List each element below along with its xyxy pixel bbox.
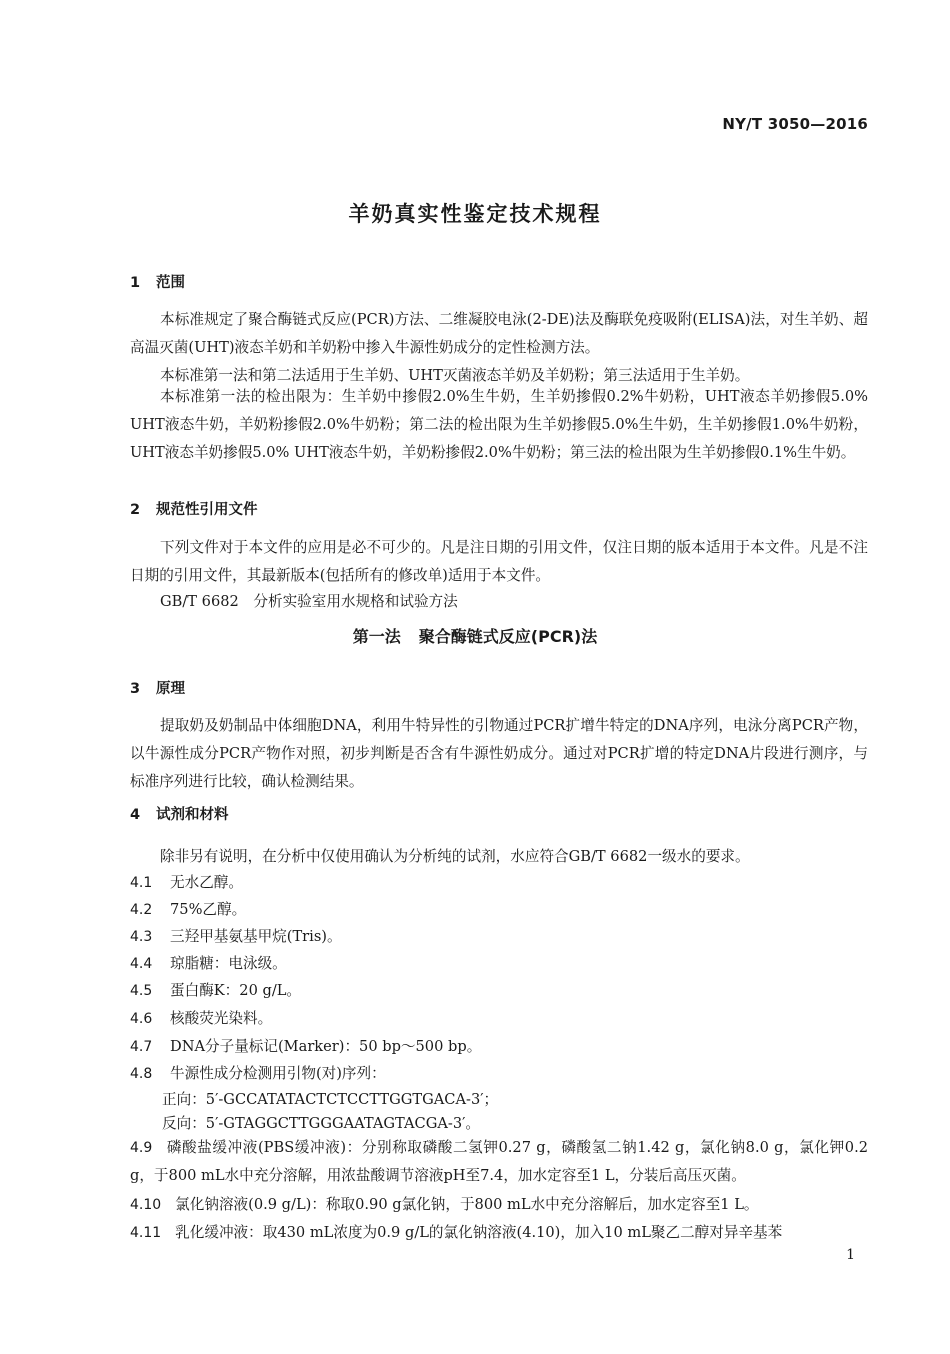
item-number: 4.9 <box>130 1140 153 1156</box>
item-text: 75%乙醇。 <box>170 901 247 918</box>
list-item <box>130 898 246 919</box>
item-text: 乳化缓冲液：取430 mL浓度为0.9 g/L的氯化钠溶液(4.10)，加入10 mL聚乙二醇对异辛基苯 <box>175 1224 783 1241</box>
list-item <box>130 1134 868 1190</box>
section-number: 3 <box>130 681 141 697</box>
list-item <box>130 1062 386 1083</box>
primer-reverse: 反向：5′-GTAGGCTTGGGAATAGTACGA-3′。 <box>162 1115 481 1132</box>
list-item <box>130 925 342 946</box>
sec3-paragraph: 提取奶及奶制品中体细胞DNA，利用牛特异性的引物通过PCR扩增牛特定的DNA序列，电泳分离PCR产物，以牛源性成分PCR产物作对照，初步判断是否含有牛源性奶成分。通过对PCR扩增的特定DNA片段进行测序，与标准序列进行比较，确认检测结果。 <box>130 717 868 790</box>
item-number: 4.5 <box>130 983 153 999</box>
item-text: 蛋白酶K：20 g/L。 <box>170 982 302 999</box>
item-number: 4.8 <box>130 1066 153 1082</box>
sec2-paragraph: 下列文件对于本文件的应用是必不可少的。凡是注日期的引用文件，仅注日期的版本适用于本文件。凡是不注日期的引用文件，其最新版本(包括所有的修改单)适用于本文件。 <box>130 539 868 584</box>
sec1-paragraph-2: 本标准第一法和第二法适用于生羊奶、UHT灭菌液态羊奶及羊奶粉；第三法适用于生羊奶。 <box>160 367 750 384</box>
item-text: 琼脂糖：电泳级。 <box>170 955 287 972</box>
list-item <box>130 1219 868 1247</box>
list-item <box>130 1007 272 1028</box>
item-number: 4.11 <box>130 1225 162 1241</box>
sec1-paragraph-1: 本标准规定了聚合酶链式反应(PCR)方法、二维凝胶电泳(2-DE)法及酶联免疫吸附(ELISA)法，对生羊奶、超高温灭菌(UHT)液态羊奶和羊奶粉中掺入牛源性奶成分的定性检测方法。 <box>130 311 868 356</box>
list-item <box>130 871 243 892</box>
normative-reference: GB/T 6682 分析实验室用水规格和试验方法 <box>160 593 458 610</box>
section-2-heading <box>130 498 258 519</box>
section-title: 规范性引用文件 <box>156 502 258 518</box>
list-item <box>130 1035 481 1056</box>
section-number: 4 <box>130 807 141 823</box>
section-1-heading <box>130 271 185 292</box>
standard-code: NY/T 3050—2016 <box>722 115 868 133</box>
item-number: 4.1 <box>130 875 153 891</box>
item-text: DNA分子量标记(Marker)：50 bp～500 bp。 <box>170 1038 482 1055</box>
method-title: 聚合酶链式反应(PCR)法 <box>418 627 598 646</box>
method-1-heading <box>0 624 950 647</box>
item-text: 牛源性成分检测用引物(对)序列： <box>170 1065 386 1082</box>
section-4-heading <box>130 803 229 824</box>
section-number: 1 <box>130 275 141 291</box>
primer-forward: 正向：5′-GCCATATACTCTCCTTGGTGACA-3′； <box>162 1091 499 1108</box>
section-3-heading <box>130 677 185 698</box>
item-text: 磷酸盐缓冲液(PBS缓冲液)：分别称取磷酸二氢钾0.27 g，磷酸氢二钠1.42 g，氯化钠8.0 g，氯化钾0.2 g，于800 mL水中充分溶解，用浓盐酸调节溶液pH至7.4，加水定容至1 L，分装后高压灭菌。 <box>130 1139 868 1184</box>
item-number: 4.7 <box>130 1039 153 1055</box>
document-title: 羊奶真实性鉴定技术规程 <box>348 202 602 226</box>
method-part: 第一法 <box>352 627 401 646</box>
item-number: 4.4 <box>130 956 153 972</box>
section-title: 试剂和材料 <box>156 807 229 823</box>
list-item <box>130 979 301 1000</box>
section-title: 原理 <box>156 681 185 697</box>
list-item <box>130 1191 868 1219</box>
item-text: 核酸荧光染料。 <box>170 1010 273 1027</box>
list-item <box>130 952 287 973</box>
section-title: 范围 <box>156 275 185 291</box>
item-number: 4.3 <box>130 929 153 945</box>
sec4-intro: 除非另有说明，在分析中仅使用确认为分析纯的试剂，水应符合GB/T 6682一级水的要求。 <box>160 848 750 865</box>
item-text: 无水乙醇。 <box>170 874 243 891</box>
sec1-paragraph-3: 本标准第一法的检出限为：生羊奶中掺假2.0%生牛奶，生羊奶掺假0.2%牛奶粉，UHT液态羊奶掺假5.0% UHT液态牛奶，羊奶粉掺假2.0%牛奶粉；第二法的检出限为生羊奶掺假5.0%生牛奶，生羊奶掺假1.0%牛奶粉，UHT液态羊奶掺假5.0% UHT液态牛奶，羊奶粉掺假2.0%牛奶粉；第三法的检出限为生羊奶掺假0.1%生牛奶。 <box>130 388 868 461</box>
item-number: 4.6 <box>130 1011 153 1027</box>
item-text: 氯化钠溶液(0.9 g/L)：称取0.90 g氯化钠，于800 mL水中充分溶解后，加水定容至1 L。 <box>175 1196 759 1213</box>
item-number: 4.2 <box>130 902 153 918</box>
item-number: 4.10 <box>130 1197 162 1213</box>
item-text: 三羟甲基氨基甲烷(Tris)。 <box>170 928 342 945</box>
page-number: 1 <box>846 1247 855 1263</box>
section-number: 2 <box>130 502 141 518</box>
